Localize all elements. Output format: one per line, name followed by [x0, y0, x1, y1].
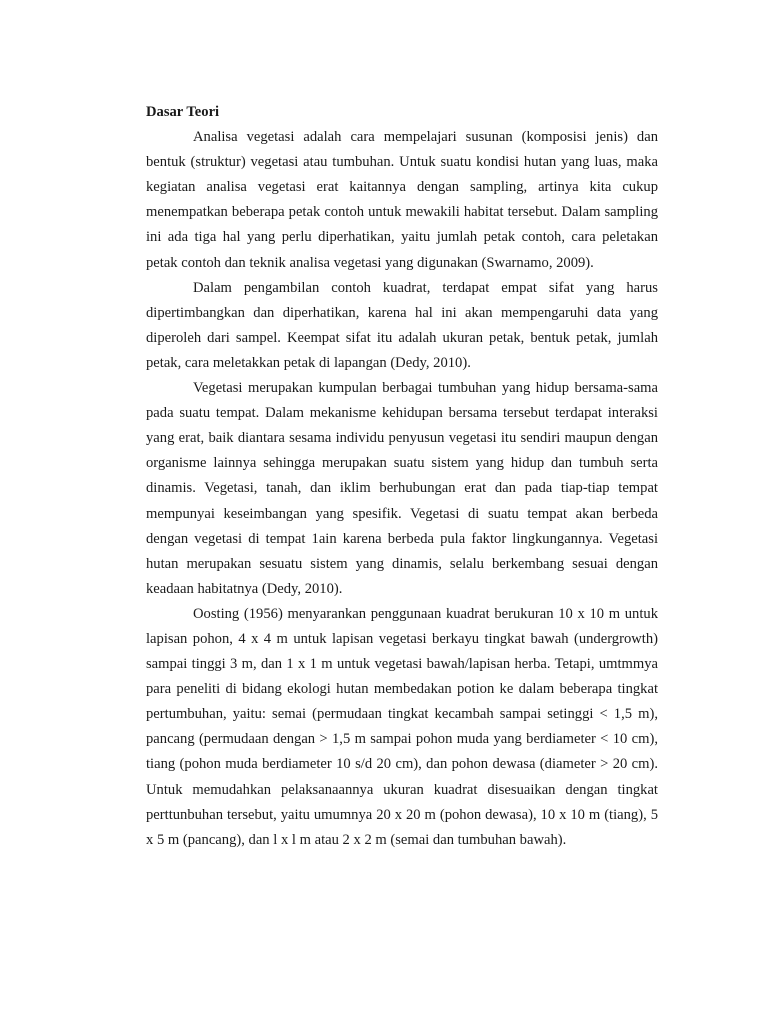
paragraph-3: Vegetasi merupakan kumpulan berbagai tumbuhan yang hidup bersama-sama pada suatu tempat. Dalam mekanisme kehidupan bersama tersebut terdapat interaksi yang erat, baik diantara sesama individu penyusun vegetasi itu sendiri maupun dengan organisme lainnya sehingga merupakan suatu sistem yang hidup dan tumbuh serta dinamis. Vegetasi, tanah, dan iklim berhubungan erat dan pada tiap-tiap tempat mempunyai keseimbangan yang spesifik. Vegetasi di suatu tempat akan berbeda dengan vegetasi di tempat 1ain karena berbeda pula faktor lingkungannya. Vegetasi hutan merupakan sesuatu sistem yang dinamis, selalu berkembang sesuai dengan keadaan habitatnya (Dedy, 2010). — [146, 380, 658, 597]
section-heading: Dasar Teori — [146, 104, 220, 120]
document-body — [146, 100, 658, 853]
paragraph-2: Dalam pengambilan contoh kuadrat, terdapat empat sifat yang harus dipertimbangkan dan diperhatikan, karena hal ini akan mempengaruhi data yang diperoleh dari sampel. Keempat sifat itu adalah ukuran petak, bentuk petak, jumlah petak, cara meletakkan petak di lapangan (Dedy, 2010). — [146, 279, 658, 371]
paragraph-4: Oosting (1956) menyarankan penggunaan kuadrat berukuran 10 x 10 m untuk lapisan pohon, 4 x 4 m untuk lapisan vegetasi berkayu tingkat bawah (undergrowth) sampai tinggi 3 m, dan 1 x 1 m untuk vegetasi bawah/lapisan herba. Tetapi, umtmmya para peneliti di bidang ekologi hutan membedakan potion ke dalam beberapa tingkat pertumbuhan, yaitu: semai (permudaan tingkat kecambah sampai setinggi < 1,5 m), pancang (permudaan dengan > 1,5 m sampai pohon muda yang berdiameter < 10 cm), tiang (pohon muda berdiameter 10 s/d 20 cm), dan pohon dewasa (diameter > 20 cm). Untuk memudahkan pelaksanaannya ukuran kuadrat disesuaikan dengan tingkat perttunbuhan tersebut, yaitu umumnya 20 x 20 m (pohon dewasa), 10 x 10 m (tiang), 5 x 5 m (pancang), dan l x l m atau 2 x 2 m (semai dan tumbuhan bawah). — [146, 605, 658, 848]
paragraph-1: Analisa vegetasi adalah cara mempelajari susunan (komposisi jenis) dan bentuk (struktur) vegetasi atau tumbuhan. Untuk suatu kondisi hutan yang luas, maka kegiatan analisa vegetasi erat kaitannya dengan sampling, artinya kita cukup menempatkan beberapa petak contoh untuk mewakili habitat tersebut. Dalam sampling ini ada tiga hal yang perlu diperhatikan, yaitu jumlah petak contoh, cara peletakan petak contoh dan teknik analisa vegetasi yang digunakan (Swarnamo, 2009). — [146, 129, 658, 271]
